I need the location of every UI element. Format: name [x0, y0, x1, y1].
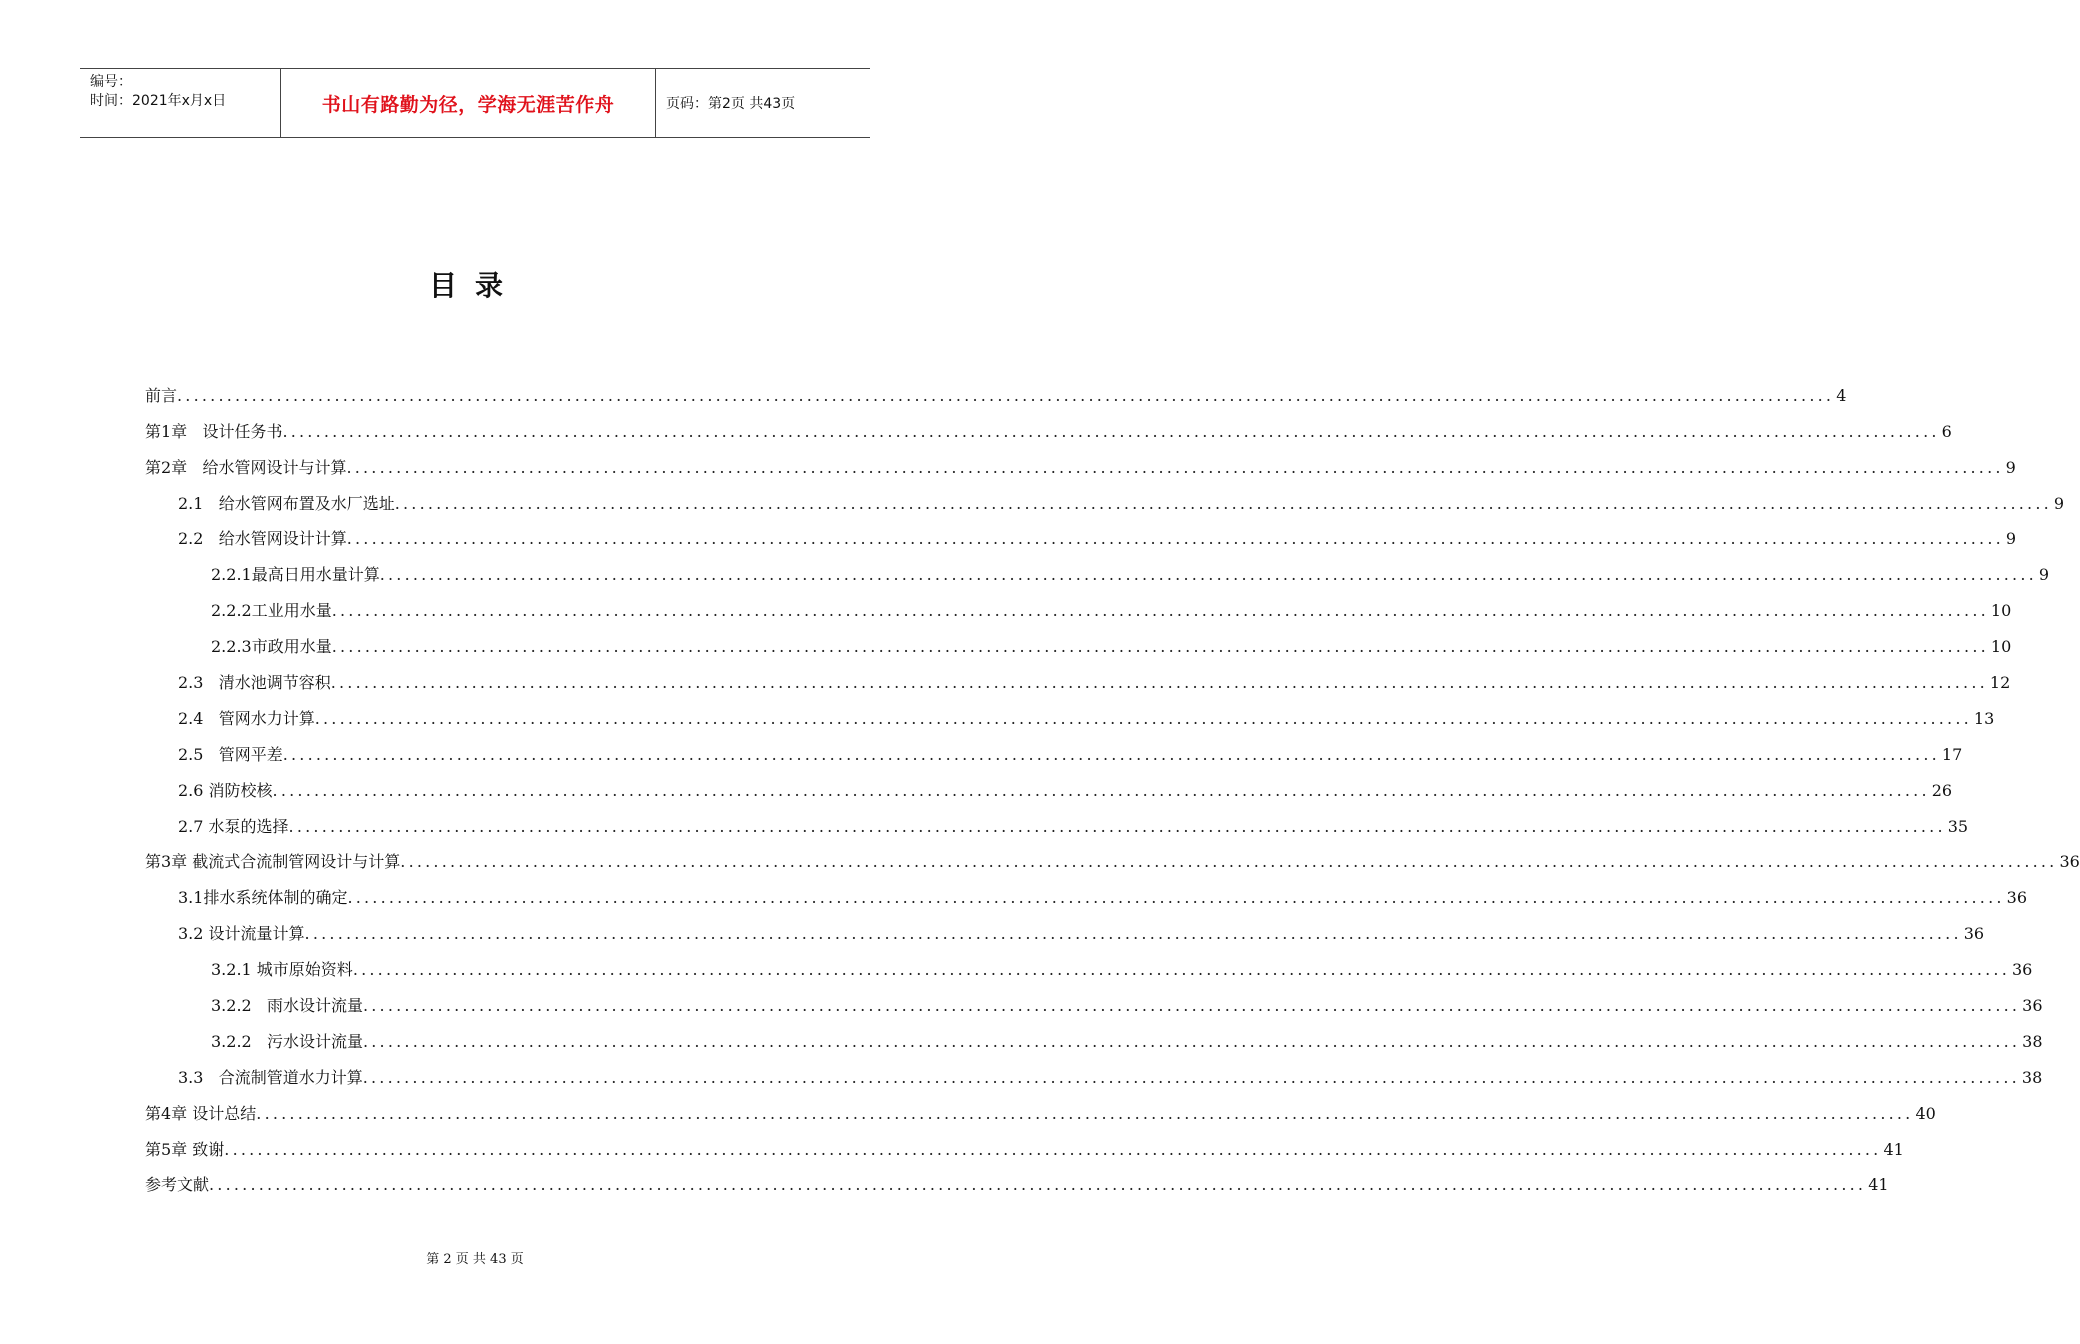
toc-entry-label: 2.7 水泵的选择	[178, 816, 289, 836]
toc-leader-dots: ........................................................................................................................................................................................................	[304, 924, 1962, 944]
header-meta	[80, 69, 281, 137]
toc-entry-label: 3.2.2 污水设计流量	[211, 1031, 363, 1051]
toc-entry-page: 36	[2059, 852, 2080, 872]
toc-entry	[145, 729, 1963, 765]
time-label: 时间：2021年x月x日	[90, 93, 227, 109]
toc-leader-dots: ........................................................................................................................................................................................................	[256, 1103, 1914, 1123]
toc-leader-dots: ........................................................................................................................................................................................................	[362, 996, 2021, 1016]
toc-entry-page: 12	[1989, 673, 2011, 693]
toc-entry	[145, 1016, 2043, 1052]
toc-leader-dots: ........................................................................................................................................................................................................	[331, 601, 1989, 621]
toc-entry-label: 第1章 设计任务书	[145, 421, 283, 441]
toc-entry	[145, 478, 2065, 514]
toc-leader-dots: ........................................................................................................................................................................................................	[346, 529, 2004, 549]
toc-entry-label: 3.2.1 城市原始资料	[211, 960, 353, 980]
toc-entry-page: 9	[2005, 529, 2017, 549]
toc-entry	[145, 980, 2043, 1016]
toc-entry	[145, 1088, 1936, 1124]
toc-leader-dots: ........................................................................................................................................................................................................	[362, 1031, 2021, 1051]
toc-entry-page: 38	[2022, 1031, 2043, 1051]
toc-entry-label: 2.1 给水管网布置及水厂选址	[178, 493, 395, 513]
toc-entry	[145, 1124, 1904, 1160]
toc-entry-page: 36	[1963, 924, 1985, 944]
toc-entry-page: 38	[2021, 1067, 2043, 1087]
toc-entry-label: 3.1排水系统体制的确定	[178, 888, 348, 908]
toc-leader-dots: ........................................................................................................................................................................................................	[282, 744, 1940, 764]
toc-entry	[145, 621, 2012, 657]
toc-entry-label: 2.2.1最高日用水量计算	[211, 565, 380, 585]
toc-leader-dots: ........................................................................................................................................................................................................	[330, 673, 1988, 693]
toc-entry	[145, 765, 1953, 801]
toc-leader-dots: ........................................................................................................................................................................................................	[331, 637, 1989, 657]
toc-leader-dots: ........................................................................................................................................................................................................	[347, 888, 2005, 908]
page-footer: 第 2 页 共 43 页	[426, 1252, 524, 1267]
toc-title: 目录	[428, 269, 521, 302]
toc-entry-page: 9	[2005, 457, 2016, 477]
toc-entry-label: 第5章 致谢	[145, 1139, 225, 1159]
table-of-contents	[145, 370, 2080, 1195]
toc-entry	[145, 944, 2033, 980]
toc-leader-dots: ........................................................................................................................................................................................................	[177, 385, 1835, 405]
toc-entry-page: 36	[2022, 996, 2043, 1016]
toc-entry-label: 2.3 清水池调节容积	[178, 673, 331, 693]
toc-entry	[145, 1052, 2043, 1088]
toc-entry	[145, 872, 2027, 908]
toc-entry	[145, 370, 1847, 406]
toc-entry-label: 2.5 管网平差	[178, 744, 283, 764]
toc-entry-label: 第4章 设计总结	[145, 1103, 257, 1123]
toc-entry-page: 4	[1836, 385, 1847, 405]
toc-entry-page: 9	[2053, 493, 2065, 513]
toc-entry-page: 41	[1883, 1139, 1904, 1159]
toc-entry	[145, 908, 1985, 944]
toc-entry-page: 10	[1990, 601, 2012, 621]
header-page-info: 页码：第2页 共43页	[666, 96, 796, 112]
toc-entry	[145, 514, 2017, 550]
toc-entry-page: 9	[2038, 565, 2050, 585]
toc-entry-page: 26	[1931, 780, 1953, 800]
toc-entry-page: 10	[1990, 637, 2012, 657]
toc-leader-dots: ........................................................................................................................................................................................................	[362, 1067, 2020, 1087]
toc-entry-label: 2.6 消防校核	[178, 780, 273, 800]
toc-entry-label: 前言	[145, 385, 178, 405]
toc-entry-label: 3.2 设计流量计算	[178, 924, 305, 944]
toc-entry-label: 第2章 给水管网设计与计算	[145, 457, 347, 477]
toc-entry-page: 36	[2012, 960, 2033, 980]
toc-entry-label: 参考文献	[145, 1175, 210, 1195]
toc-entry-label: 2.2 给水管网设计计算	[178, 529, 347, 549]
toc-entry	[145, 1160, 1889, 1196]
toc-entry-label: 2.2.3市政用水量	[211, 637, 332, 657]
toc-leader-dots: ........................................................................................................................................................................................................	[282, 421, 1940, 441]
toc-entry	[145, 837, 2080, 873]
toc-leader-dots: ........................................................................................................................................................................................................	[379, 565, 2037, 585]
toc-entry	[145, 442, 2016, 478]
toc-entry-label: 2.4 管网水力计算	[178, 708, 315, 728]
toc-entry-label: 第3章 截流式合流制管网设计与计算	[145, 852, 401, 872]
toc-leader-dots: ........................................................................................................................................................................................................	[314, 708, 1972, 728]
toc-entry-page: 13	[1973, 708, 1995, 728]
page-header	[80, 68, 870, 138]
toc-leader-dots: ........................................................................................................................................................................................................	[288, 816, 1946, 836]
toc-entry-label: 2.2.2工业用水量	[211, 601, 332, 621]
toc-entry-label: 3.3 合流制管道水力计算	[178, 1067, 363, 1087]
toc-entry	[145, 801, 1969, 837]
toc-leader-dots: ........................................................................................................................................................................................................	[346, 457, 2004, 477]
toc-entry-label: 3.2.2 雨水设计流量	[211, 996, 363, 1016]
toc-leader-dots: ........................................................................................................................................................................................................	[400, 852, 2058, 872]
toc-entry	[145, 549, 2050, 585]
toc-entry-page: 6	[1941, 421, 1952, 441]
toc-entry-page: 17	[1941, 744, 1963, 764]
toc-entry-page: 36	[2006, 888, 2027, 908]
toc-leader-dots: ........................................................................................................................................................................................................	[209, 1175, 1867, 1195]
toc-entry	[145, 693, 1995, 729]
toc-leader-dots: ........................................................................................................................................................................................................	[224, 1139, 1882, 1159]
toc-entry	[145, 406, 1952, 442]
toc-entry-page: 40	[1915, 1103, 1936, 1123]
header-motto: 书山有路勤为径，学海无涯苦作舟	[281, 69, 656, 137]
number-label: 编号：	[90, 74, 132, 90]
toc-leader-dots: ........................................................................................................................................................................................................	[352, 960, 2010, 980]
toc-entry-page: 41	[1868, 1175, 1889, 1195]
toc-leader-dots: ........................................................................................................................................................................................................	[394, 493, 2052, 513]
toc-entry	[145, 585, 2012, 621]
toc-entry-page: 35	[1947, 816, 1969, 836]
toc-entry	[145, 657, 2011, 693]
toc-leader-dots: ........................................................................................................................................................................................................	[272, 780, 1930, 800]
